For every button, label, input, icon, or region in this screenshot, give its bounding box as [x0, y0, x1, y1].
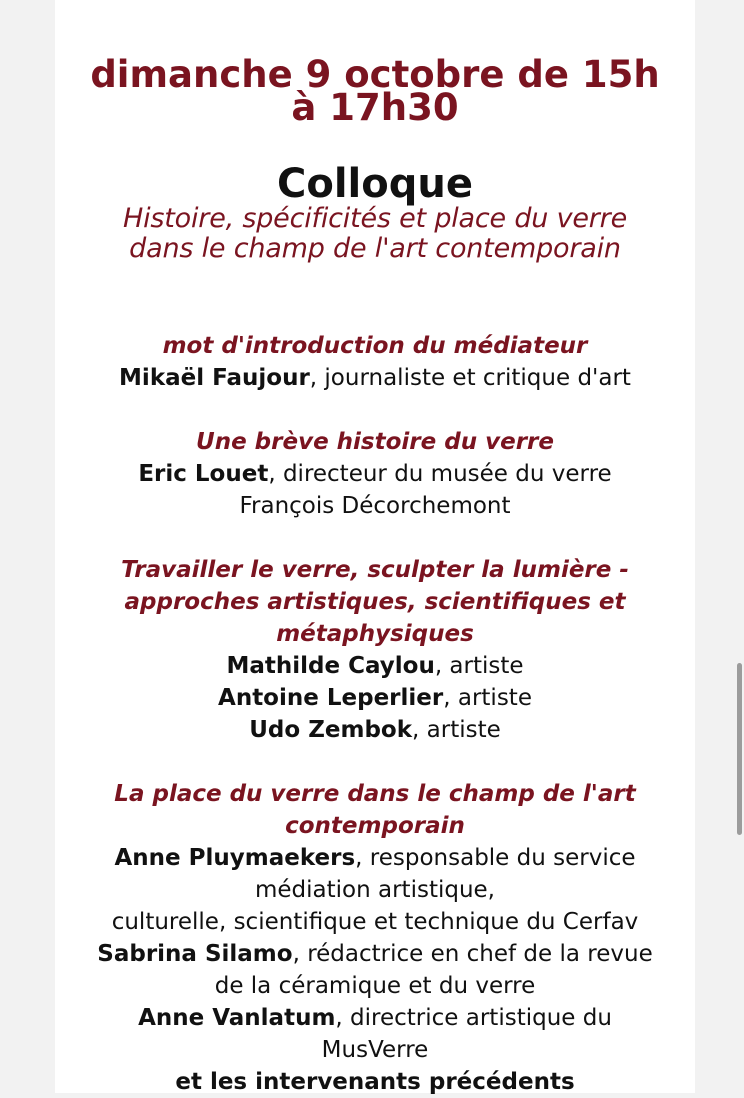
section-title: Une brève histoire du verre: [196, 429, 554, 455]
spacer: [55, 746, 695, 778]
speaker-role: , journaliste et critique d'art: [309, 365, 631, 391]
speaker-name: Mikaël Faujour: [119, 365, 310, 391]
closing-text: et les intervenants précédents: [175, 1069, 575, 1095]
speaker-line: [55, 682, 695, 714]
speaker-role: , directeur du musée du verre: [268, 461, 612, 487]
section-title: La place du verre dans le champ de l'art: [114, 781, 636, 807]
speaker-name: Eric Louet: [138, 461, 269, 487]
speaker-name: Antoine Leperlier: [218, 685, 444, 711]
speaker-line: [55, 362, 695, 394]
speaker-role-cont: culturelle, scientifique et technique du Cerfav: [111, 909, 639, 935]
speaker-role: , artiste: [443, 685, 532, 711]
speaker-name: Udo Zembok: [249, 717, 413, 743]
speaker-name: Mathilde Caylou: [226, 653, 435, 679]
section-introduction: [55, 330, 695, 394]
speaker-line: [55, 1002, 695, 1034]
speaker-line: [55, 714, 695, 746]
speaker-role: , directrice artistique du: [335, 1005, 612, 1031]
speaker-line: [55, 458, 695, 490]
section-title: contemporain: [285, 813, 465, 839]
speaker-line: [55, 842, 695, 874]
speaker-role: , artiste: [434, 653, 524, 679]
section-working-glass: [55, 554, 695, 746]
spacer: [55, 522, 695, 554]
speaker-role-cont: MusVerre: [321, 1037, 429, 1063]
speaker-role: , responsable du service: [355, 845, 636, 871]
speaker-line: [55, 650, 695, 682]
speaker-role: , artiste: [412, 717, 501, 743]
section-title: Travailler le verre, sculpter la lumière -: [121, 557, 629, 583]
subtitle-line1: Histoire, spécificités et place du verre: [123, 203, 627, 234]
speaker-role-cont: médiation artistique,: [255, 877, 495, 903]
subtitle-line2: dans le champ de l'art contemporain: [129, 233, 621, 264]
spacer: [55, 266, 695, 330]
vertical-scrollbar[interactable]: [737, 663, 742, 835]
event-date-line1: dimanche 9 octobre de 15h: [90, 53, 660, 96]
section-title: métaphysiques: [276, 621, 474, 647]
speaker-name: Anne Pluymaekers: [114, 845, 356, 871]
speaker-line: [55, 938, 695, 970]
content-card: [55, 0, 695, 1093]
event-date-line2: à 17h30: [291, 86, 459, 129]
speaker-role-cont: de la céramique et du verre: [214, 973, 536, 999]
closing-line: [55, 1066, 695, 1098]
speaker-name: Anne Vanlatum: [138, 1005, 336, 1031]
speaker-role: , rédactrice en chef de la revue: [292, 941, 653, 967]
section-history: [55, 426, 695, 522]
section-title: approches artistiques, scientifiques et: [124, 589, 626, 615]
section-title: mot d'introduction du médiateur: [162, 333, 588, 359]
speaker-name: Sabrina Silamo: [97, 941, 293, 967]
page-title: Colloque: [277, 161, 473, 207]
program-content: [55, 53, 695, 1098]
speaker-role-cont: François Décorchemont: [239, 493, 511, 519]
section-contemporary-art: [55, 778, 695, 1098]
spacer: [55, 394, 695, 426]
